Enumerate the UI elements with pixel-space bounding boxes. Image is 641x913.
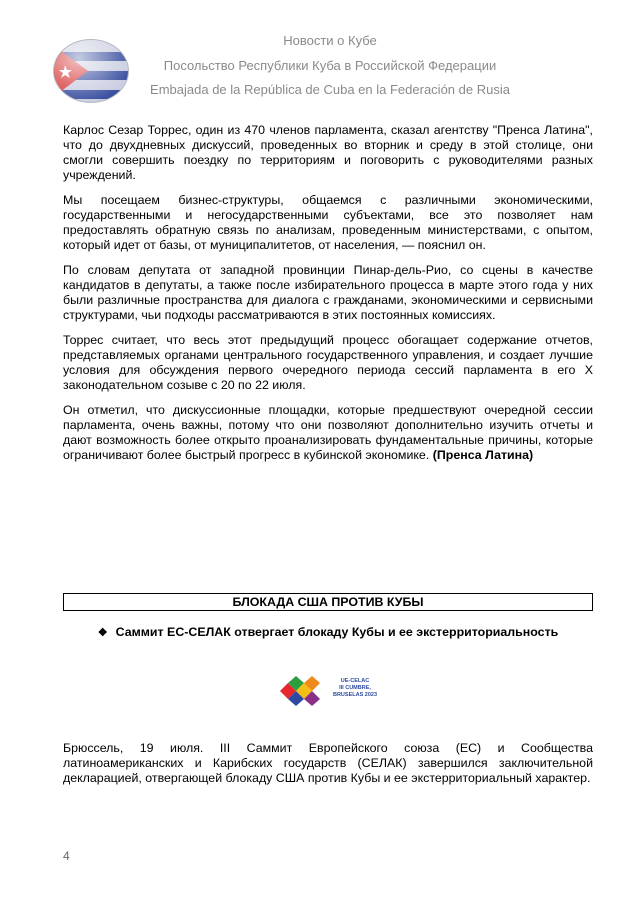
headline-text: Саммит ЕС-СЕЛАК отвергает блокаду Кубы и ее экстерриториальность [115, 625, 559, 639]
paragraph: Карлос Сезар Торрес, один из 470 членов парламента, сказал агентству "Пренса Латина", что до двухдневных дискуссий, проведенных во вторник и среду в этой столице, они смогли совершить поездку по территориям и поговорить с руководителями разных учреждений. [63, 123, 593, 182]
article-headline [63, 625, 593, 639]
paragraph: Брюссель, 19 июля. III Саммит Европейского союза (ЕС) и Сообщества латиноамериканских и Карибских государств (СЕЛАК) завершился заключительной декларацией, отвергающей блокаду США против Кубы и ее экстерриториальный характер. [63, 741, 593, 785]
paragraph: Торрес считает, что весь этот предыдущий процесс обогащает содержание отчетов, представляемых органами центрального государственного управления, и создает лучшие условия для обсуждения первого очередного периода сессий парламента в его X законодательном созыве с 20 по 22 июля. [63, 333, 593, 392]
paragraph-last [63, 403, 593, 463]
logo-line: BRUSELAS 2023 [332, 692, 378, 698]
logo-line: III CUMBRE, [339, 685, 371, 691]
cuban-flag-logo-icon [52, 38, 130, 104]
paragraph: Мы посещаем бизнес-структуры, общаемся с различными экономическими, государственными и негосударственными субъектами, все это позволяет нам предоставлять обратную связь по анализам, проведенным министерствами, с опытом, который идет от базы, от муниципалитетов, от населения, — пояснил он. [63, 193, 593, 252]
logo-line: UE-CELAC [340, 678, 370, 684]
source-credit: (Пренса Латина) [432, 448, 534, 462]
paragraph-text: Он отметил, что дискуссионные площадки, которые предшествуют очередной сессии парламента, очень важны, потому что они позволяют дополнительно изучить отчеты и дают возможность более открыто проанализировать фундаментальные причины, которые ограничивают более быстрый прогресс в кубинской экономике. [63, 403, 593, 462]
paragraph: По словам депутата от западной провинции Пинар-дель-Рио, со сцены в качестве кандидатов в депутаты, а также после избирательного процесса в марте этого года у них были различные пространства для диалога с гражданами, экономическими и сервисными структурами, чьи подходы рассматриваются в этих постоянных комиссиях. [63, 263, 593, 322]
event-logo-text [330, 678, 380, 699]
header-embassy-ru: Посольство Республики Куба в Российской Федерации [163, 58, 497, 73]
article-body [63, 123, 593, 473]
page-number: 4 [63, 849, 70, 863]
section-heading: БЛОКАДА США ПРОТИВ КУБЫ [63, 593, 593, 611]
article2-body [63, 741, 593, 796]
header-title: Новости о Кубе [283, 33, 377, 48]
bullet-icon: ❖ [97, 627, 108, 639]
header-embassy-es: Embajada de la República de Cuba en la Federación de Rusia [150, 82, 510, 97]
